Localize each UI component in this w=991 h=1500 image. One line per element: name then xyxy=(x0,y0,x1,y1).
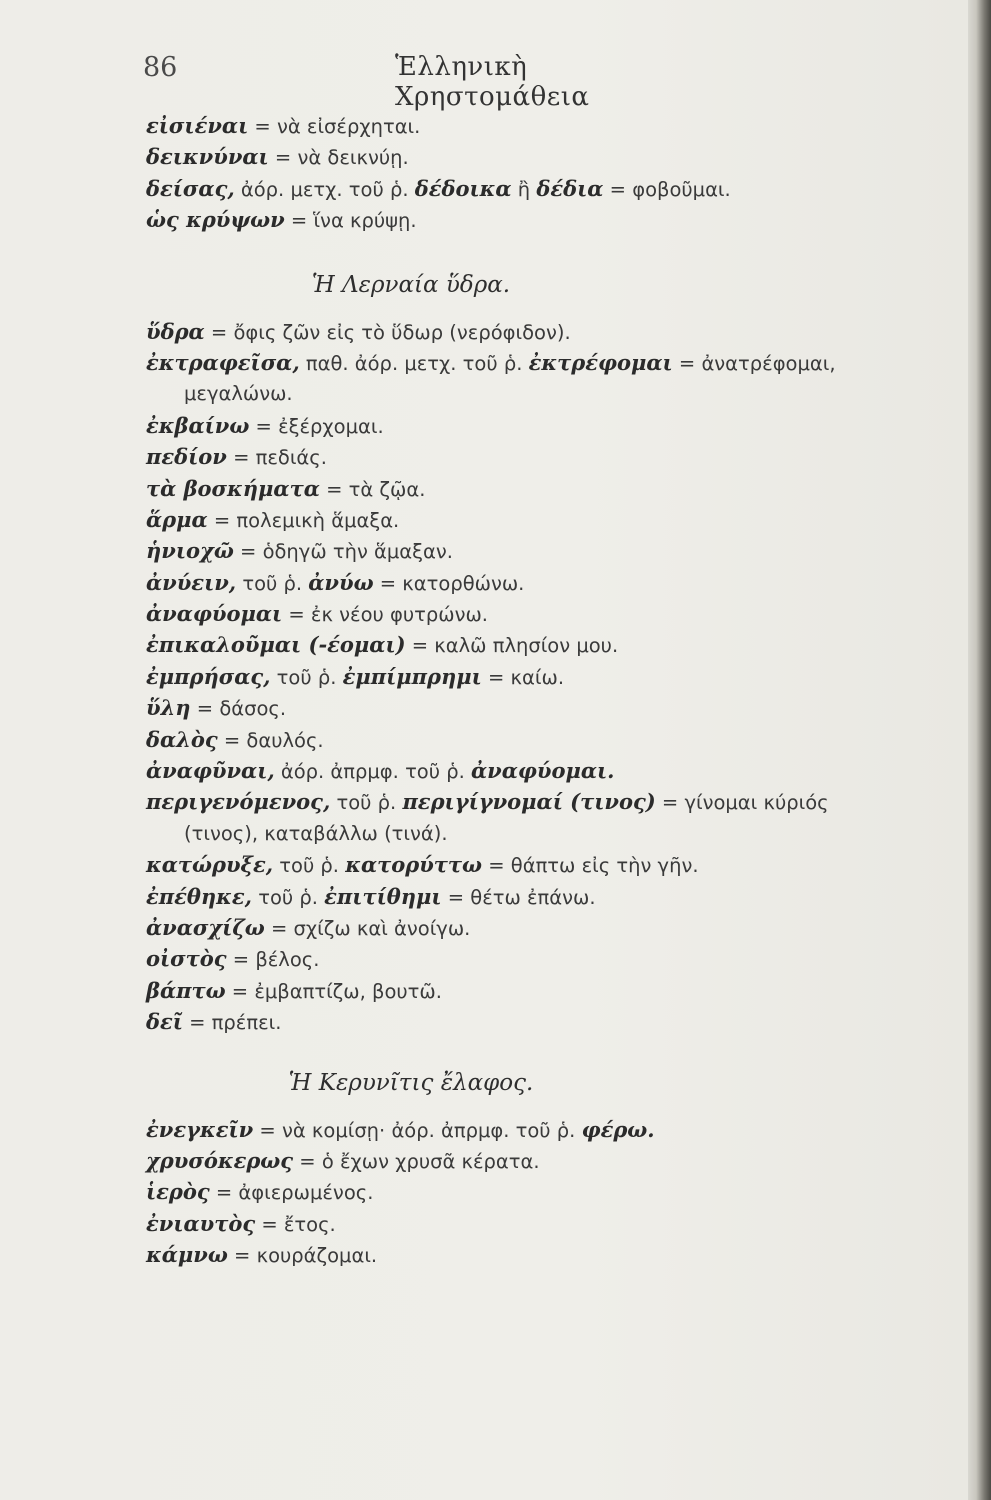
headword: ἀνασχίζω xyxy=(146,914,265,940)
headword: ἡνιοχῶ xyxy=(146,538,234,564)
headword: βάπτω xyxy=(146,977,226,1003)
glossary-entry xyxy=(146,912,956,943)
headword: ἐμπρήσας, xyxy=(146,663,271,689)
glossary-entry xyxy=(146,1239,956,1270)
headword: ὡς κρύψων xyxy=(146,207,285,233)
section-title-cerynitian-hind: Ἡ Κερυνῖτις ἔλαφος. xyxy=(288,1069,534,1096)
headword: ἱερὸς xyxy=(146,1179,210,1205)
glossary-section-2 xyxy=(146,1114,956,1271)
entry-continuation xyxy=(146,818,956,849)
headword: ἀναφύομαι. xyxy=(471,758,615,784)
glossary-entry xyxy=(146,975,956,1006)
headword: ἐπιτίθημι xyxy=(324,883,442,909)
glossary-entry xyxy=(146,567,956,598)
glossary-entry xyxy=(146,1176,956,1207)
glossary-entry xyxy=(146,347,956,378)
gloss: = καίω. xyxy=(481,665,565,689)
glossary-entry xyxy=(146,1006,956,1037)
page-number: 86 xyxy=(143,52,178,83)
section-title-lernaean-hydra: Ἡ Λερναία ὕδρα. xyxy=(311,271,511,298)
headword: ἐκτρέφομαι xyxy=(528,349,673,375)
glossary-entry xyxy=(146,943,956,974)
headword: χρυσόκερως xyxy=(146,1147,294,1173)
glossary-entry xyxy=(146,141,956,172)
headword: κατορύττω xyxy=(345,852,483,878)
gloss: ἀόρ. μετχ. τοῦ ῥ. xyxy=(234,177,415,201)
gloss: = ἐξέρχομαι. xyxy=(249,414,384,438)
gloss: = νὰ εἰσέρχηται. xyxy=(248,115,421,138)
headword: ἀναφύομαι xyxy=(146,601,283,627)
headword: εἰσιέναι xyxy=(146,113,249,138)
headword: δεῖ xyxy=(146,1009,183,1035)
gloss: ἢ xyxy=(511,177,537,201)
glossary-entry xyxy=(146,110,956,141)
gloss: τοῦ ῥ. xyxy=(270,665,343,689)
glossary-entry xyxy=(146,692,956,723)
headword: ἀνύειν, xyxy=(146,569,237,595)
glossary-section-1 xyxy=(146,316,956,1038)
gloss: τοῦ ῥ. xyxy=(273,854,346,878)
glossary-entry xyxy=(146,410,956,441)
headword: ἐμπίμπρημι xyxy=(342,663,482,689)
glossary-entry xyxy=(146,504,956,535)
glossary-entry xyxy=(146,535,956,566)
headword: δαλὸς xyxy=(146,726,218,752)
glossary-entry xyxy=(146,173,956,204)
headword: πεδίον xyxy=(146,444,227,470)
gloss: = ἔτος. xyxy=(255,1212,336,1236)
gloss: μεγαλώνω. xyxy=(184,382,293,406)
headword: ἐπέθηκε, xyxy=(146,883,252,909)
gloss: = θέτω ἐπάνω. xyxy=(441,885,596,909)
headword: ἐπικαλοῦμαι (-έομαι) xyxy=(146,632,406,658)
gloss: = γίνομαι κύριός xyxy=(655,791,829,815)
headword: δεικνύναι xyxy=(146,144,269,170)
headword: περιγενόμενος, xyxy=(146,789,331,815)
headword: δείσας, xyxy=(146,175,235,201)
gloss: = νὰ κομίσῃ· ἀόρ. ἀπρμφ. τοῦ ῥ. xyxy=(253,1118,582,1142)
glossary-entry xyxy=(146,441,956,472)
headword: κάμνω xyxy=(146,1242,228,1268)
glossary-entry xyxy=(146,629,956,660)
gloss: = πολεμικὴ ἅμαξα. xyxy=(207,508,400,532)
glossary-entry xyxy=(146,1208,956,1239)
gloss: παθ. ἀόρ. μετχ. τοῦ ῥ. xyxy=(299,351,529,375)
headword: ἅρμα xyxy=(146,506,208,532)
headword: ἀναφῦναι, xyxy=(146,758,275,784)
gloss: = πρέπει. xyxy=(182,1011,282,1035)
headword: περιγίγνομαί (τινος) xyxy=(402,789,656,815)
gloss: = ἐμβαπτίζω, βουτῶ. xyxy=(225,979,442,1003)
glossary-continued xyxy=(146,110,956,236)
headword: οἰστὸς xyxy=(146,946,227,972)
gloss: = ἀνατρέφομαι, xyxy=(672,351,836,375)
glossary-entry xyxy=(146,724,956,755)
gloss: = δάσος. xyxy=(190,697,287,721)
headword: ὕλη xyxy=(146,695,191,721)
headword: φέρω. xyxy=(581,1116,655,1142)
gloss: = κουράζομαι. xyxy=(227,1244,378,1268)
glossary-entry xyxy=(146,786,956,817)
page-edge xyxy=(968,0,991,1500)
entry-continuation xyxy=(146,378,956,409)
glossary xyxy=(146,110,956,1271)
glossary-entry xyxy=(146,598,956,629)
gloss: = ἐκ νέου φυτρώνω. xyxy=(282,603,488,627)
gloss: = νὰ δεικνύῃ. xyxy=(268,146,409,170)
gloss: = φοβοῦμαι. xyxy=(603,177,731,201)
gloss: = ὁδηγῶ τὴν ἅμαξαν. xyxy=(233,540,453,564)
gloss: τοῦ ῥ. xyxy=(236,571,309,595)
headword: ἀνύω xyxy=(308,569,374,595)
gloss: ἀόρ. ἀπρμφ. τοῦ ῥ. xyxy=(274,760,471,784)
running-head xyxy=(143,52,703,112)
gloss: = καλῶ πλησίον μου. xyxy=(405,634,619,658)
glossary-entry xyxy=(146,316,956,347)
headword: κατώρυξε, xyxy=(146,852,274,878)
gloss: τοῦ ῥ. xyxy=(252,885,325,909)
glossary-entry xyxy=(146,661,956,692)
glossary-entry xyxy=(146,881,956,912)
gloss: τοῦ ῥ. xyxy=(330,791,403,815)
glossary-entry xyxy=(146,204,956,235)
glossary-entry xyxy=(146,1145,956,1176)
headword: ἐνεγκεῖν xyxy=(146,1116,254,1142)
gloss: = τὰ ζῷα. xyxy=(319,477,426,501)
running-title: Ἑλληνικὴ Χρηστομάθεια xyxy=(395,52,590,112)
glossary-entry xyxy=(146,1114,956,1145)
gloss: (τινος), καταβάλλω (τινά). xyxy=(184,821,448,845)
glossary-entry xyxy=(146,473,956,504)
glossary-entry xyxy=(146,849,956,880)
gloss: = πεδιάς. xyxy=(226,446,327,470)
gloss: = δαυλός. xyxy=(217,728,324,752)
gloss: = θάπτω εἰς τὴν γῆν. xyxy=(482,854,699,878)
headword: ἐκτραφεῖσα, xyxy=(146,349,300,375)
gloss: = ὄφις ζῶν εἰς τὸ ὕδωρ (νερόφιδον). xyxy=(204,320,571,344)
gloss: = βέλος. xyxy=(226,948,320,972)
headword: ὕδρα xyxy=(146,318,205,344)
gloss: = ἀφιερωμένος. xyxy=(209,1181,374,1205)
headword: ἐκβαίνω xyxy=(146,412,250,438)
headword: δέδοικα xyxy=(414,175,512,201)
gloss: = ἵνα κρύψῃ. xyxy=(284,209,417,233)
headword: τὰ βοσκήματα xyxy=(146,475,320,501)
gloss: = κατορθώνω. xyxy=(373,571,525,595)
glossary-entry xyxy=(146,755,956,786)
headword: ἐνιαυτὸς xyxy=(146,1210,256,1236)
gloss: = ὁ ἔχων χρυσᾶ κέρατα. xyxy=(293,1149,540,1173)
gloss: = σχίζω καὶ ἀνοίγω. xyxy=(264,916,471,940)
headword: δέδια xyxy=(536,175,604,201)
